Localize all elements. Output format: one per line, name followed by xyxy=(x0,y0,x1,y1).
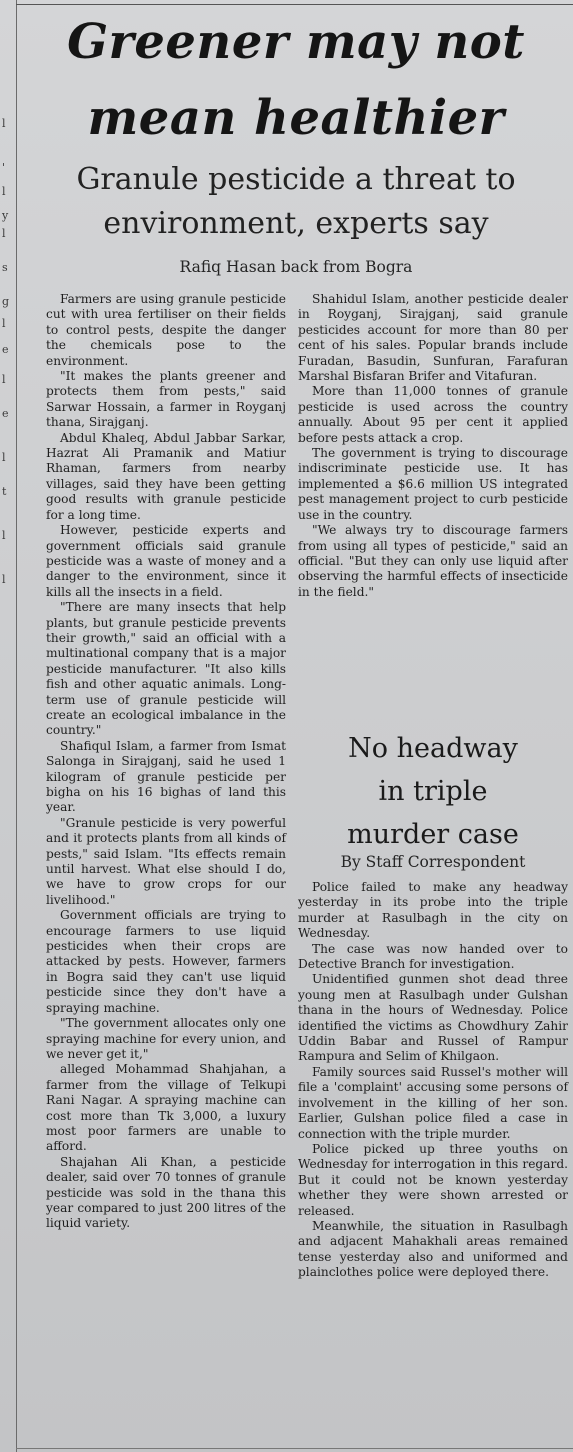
subheadline-line-2: environment, experts say xyxy=(103,206,489,241)
article-paragraph: Abdul Khaleq, Abdul Jabbar Sarkar, Hazrat Ali Pramanik and Matiur Rhaman, farmers from nearby villages, said they have been getting good results with granule pesticide for a long time. xyxy=(46,430,286,522)
second-article-paragraph: The case was now handed over to Detective Branch for investigation. xyxy=(298,941,568,972)
fragment-char: g xyxy=(2,295,10,308)
second-article-byline: By Staff Correspondent xyxy=(340,853,526,871)
fragment-char: l xyxy=(2,373,6,386)
fragment-char: e xyxy=(2,407,9,420)
second-article-paragraph: Meanwhile, the situation in Rasulbagh and adjacent Mahakhali areas remained tense yesterday also and uniformed and plainclothes police were deployed there. xyxy=(298,1218,568,1280)
second-headline-line-1: No headway xyxy=(348,733,518,764)
article-left-column xyxy=(46,292,286,1232)
headline-line-2: mean healthier xyxy=(87,90,505,146)
fragment-char: l xyxy=(2,573,6,586)
second-headline-line-3: murder case xyxy=(347,819,519,850)
second-article-paragraph: Police failed to make any headway yesterday in its probe into the triple murder at Rasulbagh in the city on Wednesday. xyxy=(298,880,568,941)
fragment-char: l xyxy=(2,185,6,198)
article-paragraph: "The government allocates only one spraying machine for every union, and we never get it," xyxy=(46,1016,286,1061)
article-byline: Rafiq Hasan back from Bogra xyxy=(179,258,413,276)
fragment-char: e xyxy=(2,343,9,356)
fragment-char: s xyxy=(2,261,8,274)
fragment-char: l xyxy=(2,529,6,542)
article-paragraph: "We always try to discourage farmers from using all types of pesticide," said an official. "But they can only use liquid after observing the harmful effects of insecticide in the field." xyxy=(298,523,568,599)
headline-line-1: Greener may not xyxy=(67,14,525,70)
article-paragraph: Government officials are trying to encourage farmers to use liquid pesticides when their crops are attacked by pests. However, farmers in Bogra said they can't use liquid pesticide since they don't have a spraying machine. xyxy=(46,908,286,1015)
second-headline-line-2: in triple xyxy=(378,776,488,807)
second-article-headline xyxy=(298,727,568,856)
adjacent-column-edge xyxy=(0,0,17,1452)
fragment-char: t xyxy=(2,485,7,498)
fragment-char: l xyxy=(2,451,6,464)
subheadline-line-1: Granule pesticide a threat to xyxy=(76,162,516,197)
fragment-char: l xyxy=(2,117,6,130)
article-paragraph: More than 11,000 tonnes of granule pesticide is used across the country annually. About 95 per cent it applied before pests attack a crop. xyxy=(298,384,568,445)
article-paragraph: Shafiqul Islam, a farmer from Ismat Salonga in Sirajganj, said he used 1 kilogram of granule pesticide per bigha on his 16 bighas of land this year. xyxy=(46,738,286,815)
fragment-char: l xyxy=(2,227,6,240)
article-paragraph: The government is trying to discourage indiscriminate pesticide use. It has implemented a $6.6 million US integrated pest management project to curb pesticide use in the country. xyxy=(298,446,568,522)
fragment-char: l xyxy=(2,317,6,330)
second-article-body xyxy=(298,880,568,1281)
second-article-paragraph: Police picked up three youths on Wednesday for interrogation in this regard. But it could not be known yesterday whether they were shown arrested or released. xyxy=(298,1141,568,1218)
second-article-paragraph: Family sources said Russel's mother will file a 'complaint' accusing some persons of involvement in the killing of her son. Earlier, Gulshan police filed a case in connection with the triple murder. xyxy=(298,1064,568,1141)
article-paragraph: "Granule pesticide is very powerful and it protects plants from all kinds of pests," said Islam. "Its effects remain until harvest. What else should I do, we have to grow crops for our livelihood." xyxy=(46,815,286,907)
fragment-char: ' xyxy=(2,161,6,174)
second-article-paragraph: Unidentified gunmen shot dead three young men at Rasulbagh under Gulshan thana in the hours of Wednesday. Police identified the victims as Chowdhury Zahir Uddin Babar and Russel of Rampur Rampura and Selim of Khilgaon. xyxy=(298,972,568,1064)
article-paragraph: "It makes the plants greener and protects them from pests," said Sarwar Hossain, a farmer in Royganj thana, Sirajganj. xyxy=(46,369,286,430)
article-paragraph: "There are many insects that help plants, but granule pesticide prevents their growth," said an official with a multinational company that is a major pesticide manufacturer. "It also kills fish and other aquatic animals. Long-term use of granule pesticide will create an ecological imbalance in the country." xyxy=(46,600,286,738)
article-paragraph: Shajahan Ali Khan, a pesticide dealer, said over 70 tonnes of granule pesticide was sold in the thana this year compared to just 200 litres of the liquid variety. xyxy=(46,1154,286,1231)
article-paragraph: However, pesticide experts and government officials said granule pesticide was a waste of money and a danger to the environment, since it kills all the insects in a field. xyxy=(46,523,286,599)
bottom-rule xyxy=(16,1448,573,1449)
article-paragraph: Shahidul Islam, another pesticide dealer in Royganj, Sirajganj, said granule pesticides account for more than 80 per cent of his sales. Popular brands include Furadan, Basudin, Sunfuran, Farafuran Marshal Bisfaran Brifer and Vitafuran. xyxy=(298,292,568,384)
fragment-char: y xyxy=(2,209,9,222)
article-paragraph: alleged Mohammad Shahjahan, a farmer from the village of Telkupi Rani Nagar. A spraying machine can cost more than Tk 3,000, a luxury most poor farmers are unable to afford. xyxy=(46,1062,286,1154)
article-right-column xyxy=(298,292,568,600)
top-rule xyxy=(16,4,573,5)
article-paragraph: Farmers are using granule pesticide cut with urea fertiliser on their fields to control pests, despite the danger the chemicals pose to the environment. xyxy=(46,292,286,368)
